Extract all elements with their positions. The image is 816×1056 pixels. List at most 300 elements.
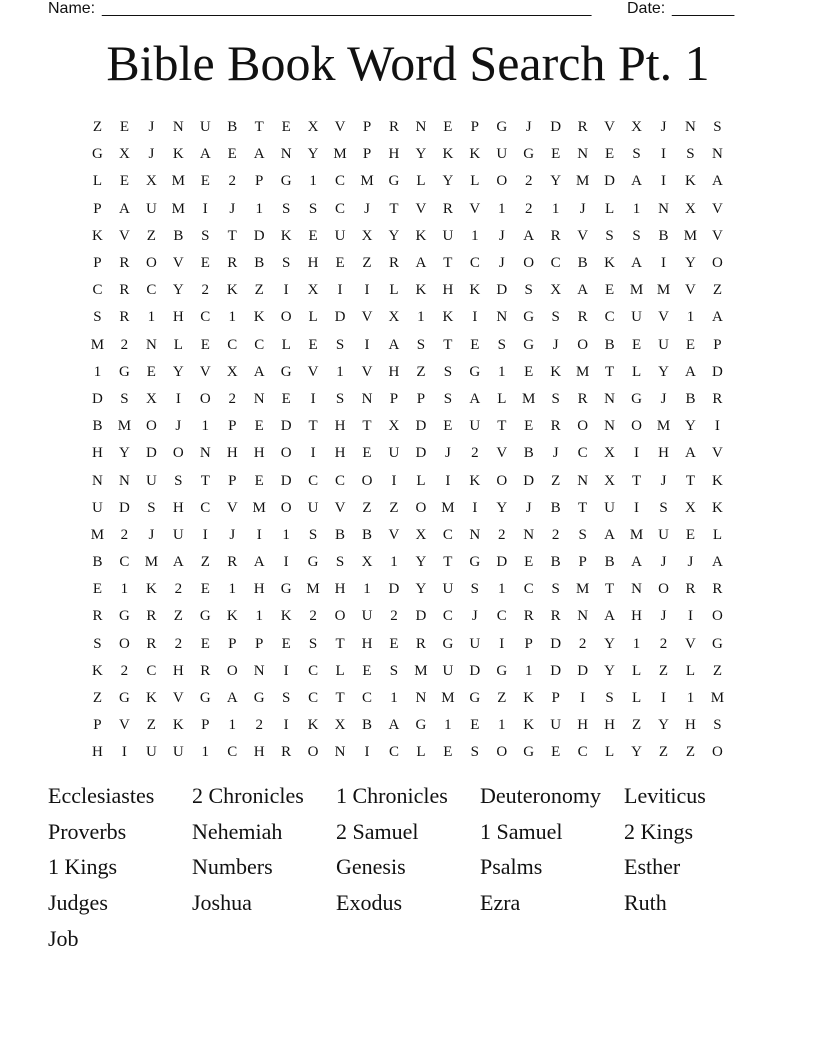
grid-letter[interactable]: D [92,390,103,407]
grid-letter[interactable]: I [202,200,208,217]
grid-letter[interactable]: S [686,146,695,163]
grid-letter[interactable]: J [229,526,236,543]
grid-letter[interactable]: I [580,690,586,707]
grid-letter[interactable]: C [335,173,346,190]
grid-letter[interactable]: U [469,418,481,435]
grid-letter[interactable]: H [388,146,400,163]
grid-letter[interactable]: 1 [201,744,210,761]
grid-letter[interactable]: A [711,554,723,571]
grid-letter[interactable]: M [171,173,185,190]
grid-letter[interactable]: P [201,717,210,734]
grid-letter[interactable]: B [92,554,103,571]
grid-letter[interactable]: E [200,635,210,652]
grid-letter[interactable]: R [227,554,238,571]
grid-letter[interactable]: Y [658,717,669,734]
grid-letter[interactable]: G [523,336,535,353]
grid-letter[interactable]: C [604,309,615,326]
grid-letter[interactable]: B [604,554,615,571]
grid-letter[interactable]: Y [685,418,696,435]
grid-letter[interactable]: Z [658,662,669,679]
grid-letter[interactable]: L [308,309,318,326]
grid-letter[interactable]: V [334,499,346,516]
grid-letter[interactable]: C [550,255,561,272]
grid-letter[interactable]: H [631,608,642,625]
grid-letter[interactable]: P [578,554,587,571]
grid-letter[interactable]: O [361,472,373,489]
grid-letter[interactable]: I [364,282,370,299]
grid-letter[interactable]: U [92,499,103,516]
grid-letter[interactable]: A [253,554,265,571]
grid-letter[interactable]: S [470,581,479,598]
grid-letter[interactable]: P [255,635,264,652]
grid-letter[interactable]: X [145,390,157,407]
grid-letter[interactable]: M [144,554,159,571]
grid-letter[interactable]: T [443,255,453,272]
grid-letter[interactable]: N [119,472,130,489]
grid-letter[interactable]: Y [631,744,642,761]
grid-letter[interactable]: A [631,255,642,272]
grid-letter[interactable]: B [550,499,561,516]
grid-letter[interactable]: G [280,363,292,380]
grid-letter[interactable]: G [199,690,211,707]
grid-letter[interactable]: M [522,390,536,407]
grid-letter[interactable]: R [388,119,399,136]
grid-letter[interactable]: S [308,200,318,217]
grid-letter[interactable]: K [469,472,481,489]
grid-letter[interactable]: U [442,581,454,598]
grid-letter[interactable]: Z [200,554,210,571]
grid-letter[interactable]: G [92,146,103,163]
grid-letter[interactable]: E [470,717,480,734]
grid-letter[interactable]: J [525,119,532,136]
grid-letter[interactable]: J [552,445,559,462]
grid-letter[interactable]: G [523,146,535,163]
grid-letter[interactable]: S [93,309,102,326]
grid-letter[interactable]: 2 [201,282,210,299]
grid-letter[interactable]: T [362,418,372,435]
grid-letter[interactable]: 2 [524,200,533,217]
grid-letter[interactable]: 1 [498,200,506,217]
grid-letter[interactable]: 1 [309,173,317,190]
grid-letter[interactable]: E [551,744,561,761]
grid-letter[interactable]: S [632,146,641,163]
grid-letter[interactable]: U [658,336,669,353]
grid-letter[interactable]: N [658,200,669,217]
grid-letter[interactable]: M [306,581,320,598]
grid-letter[interactable]: K [172,717,184,734]
name-blank-line[interactable]: _______________________________________________________ [102,0,592,17]
grid-letter[interactable]: S [605,227,614,244]
grid-letter[interactable]: S [335,336,345,353]
grid-letter[interactable]: R [146,608,157,625]
grid-letter[interactable]: 2 [120,662,129,679]
grid-letter[interactable]: N [172,119,184,136]
grid-letter[interactable]: E [200,581,210,598]
grid-letter[interactable]: E [92,581,103,598]
grid-letter[interactable]: 1 [363,581,371,598]
grid-letter[interactable]: H [577,717,589,734]
grid-letter[interactable]: E [524,363,534,380]
grid-letter[interactable]: K [226,282,238,299]
grid-letter[interactable]: E [281,390,291,407]
grid-letter[interactable]: S [281,690,291,707]
grid-letter[interactable]: T [443,336,453,353]
grid-letter[interactable]: S [605,690,614,707]
grid-letter[interactable]: Z [146,227,156,244]
grid-letter[interactable]: E [200,336,210,353]
grid-letter[interactable]: Z [146,717,156,734]
grid-letter[interactable]: N [604,418,615,435]
grid-letter[interactable]: D [496,282,508,299]
grid-letter[interactable]: L [605,744,615,761]
grid-letter[interactable]: O [496,744,508,761]
grid-letter[interactable]: 1 [471,227,479,244]
grid-letter[interactable]: A [388,717,400,734]
grid-letter[interactable]: S [335,554,345,571]
grid-letter[interactable]: H [253,445,265,462]
grid-letter[interactable]: M [441,499,455,516]
grid-letter[interactable]: H [172,662,184,679]
grid-letter[interactable]: K [711,499,723,516]
grid-letter[interactable]: E [631,336,642,353]
grid-letter[interactable]: K [550,363,562,380]
grid-letter[interactable]: G [307,554,319,571]
grid-letter[interactable]: C [227,336,238,353]
grid-letter[interactable]: 1 [417,309,425,326]
grid-letter[interactable]: 1 [390,690,398,707]
grid-letter[interactable]: M [90,336,105,353]
grid-letter[interactable]: J [364,200,370,217]
grid-letter[interactable]: N [631,581,642,598]
grid-letter[interactable]: I [472,309,478,326]
grid-letter[interactable]: C [146,662,157,679]
grid-letter[interactable]: 1 [255,608,263,625]
grid-letter[interactable]: 1 [255,200,263,217]
grid-letter[interactable]: 2 [120,526,129,543]
grid-letter[interactable]: G [523,744,535,761]
grid-letter[interactable]: A [577,282,589,299]
grid-letter[interactable]: C [362,690,373,707]
grid-letter[interactable]: L [605,200,615,217]
grid-letter[interactable]: C [335,472,346,489]
grid-letter[interactable]: S [551,390,560,407]
grid-letter[interactable]: 2 [578,635,587,652]
grid-letter[interactable]: L [712,526,722,543]
grid-letter[interactable]: S [470,744,479,761]
grid-letter[interactable]: S [389,662,399,679]
grid-letter[interactable]: 1 [147,309,156,326]
grid-letter[interactable]: L [389,282,399,299]
grid-letter[interactable]: I [472,499,478,516]
grid-letter[interactable]: O [523,255,535,272]
grid-letter[interactable]: N [604,390,615,407]
grid-letter[interactable]: G [469,690,481,707]
grid-letter[interactable]: I [445,472,451,489]
grid-letter[interactable]: A [388,336,400,353]
grid-letter[interactable]: R [388,255,399,272]
grid-letter[interactable]: S [416,336,426,353]
grid-letter[interactable]: S [335,390,345,407]
grid-letter[interactable]: I [283,662,289,679]
grid-letter[interactable]: C [335,200,346,217]
grid-letter[interactable]: I [202,526,208,543]
grid-letter[interactable]: I [283,717,289,734]
grid-letter[interactable]: C [442,608,453,625]
grid-letter[interactable]: S [174,472,183,489]
grid-letter[interactable]: I [121,744,127,761]
grid-letter[interactable]: R [281,744,292,761]
grid-letter[interactable]: J [148,146,155,163]
grid-letter[interactable]: M [360,173,374,190]
grid-letter[interactable]: B [173,227,184,244]
grid-letter[interactable]: E [605,146,615,163]
grid-letter[interactable]: R [200,662,211,679]
grid-letter[interactable]: E [308,336,318,353]
grid-letter[interactable]: O [280,309,292,326]
grid-letter[interactable]: S [713,119,722,136]
grid-letter[interactable]: D [496,554,508,571]
grid-letter[interactable]: N [199,445,211,462]
grid-letter[interactable]: I [660,255,666,272]
grid-letter[interactable]: V [658,309,669,326]
grid-letter[interactable]: O [226,662,238,679]
grid-letter[interactable]: T [335,635,345,652]
grid-letter[interactable]: 2 [228,173,236,190]
grid-letter[interactable]: U [469,635,481,652]
grid-letter[interactable]: T [227,227,237,244]
grid-letter[interactable]: T [200,472,210,489]
grid-letter[interactable]: P [524,635,533,652]
grid-letter[interactable]: Y [685,255,696,272]
grid-letter[interactable]: I [634,499,640,516]
grid-letter[interactable]: K [226,608,238,625]
grid-letter[interactable]: A [604,526,615,543]
grid-letter[interactable]: H [388,363,400,380]
grid-letter[interactable]: N [577,146,589,163]
grid-letter[interactable]: Z [631,717,642,734]
grid-letter[interactable]: S [713,717,722,734]
grid-letter[interactable]: 1 [686,690,695,707]
grid-letter[interactable]: T [685,472,696,489]
grid-letter[interactable]: O [496,173,508,190]
grid-letter[interactable]: I [283,554,289,571]
grid-letter[interactable]: O [711,255,723,272]
grid-letter[interactable]: T [443,554,453,571]
grid-letter[interactable]: E [685,336,696,353]
grid-letter[interactable]: A [711,173,723,190]
grid-letter[interactable]: O [577,336,589,353]
grid-letter[interactable]: U [658,526,669,543]
grid-letter[interactable]: 1 [524,662,533,679]
grid-letter[interactable]: E [254,472,264,489]
grid-letter[interactable]: 1 [632,635,641,652]
grid-letter[interactable]: 1 [390,554,398,571]
grid-letter[interactable]: R [550,608,561,625]
grid-letter[interactable]: A [253,363,265,380]
grid-letter[interactable]: D [711,363,723,380]
grid-letter[interactable]: K [442,146,454,163]
grid-letter[interactable]: E [389,635,399,652]
grid-letter[interactable]: N [92,472,103,489]
grid-letter[interactable]: A [685,445,696,462]
grid-letter[interactable]: V [119,227,130,244]
grid-letter[interactable]: E [308,227,318,244]
grid-letter[interactable]: H [442,282,454,299]
grid-letter[interactable]: X [604,472,615,489]
grid-letter[interactable]: O [711,744,723,761]
grid-letter[interactable]: D [280,472,292,489]
grid-letter[interactable]: S [551,581,560,598]
grid-letter[interactable]: S [147,499,156,516]
grid-letter[interactable]: U [442,227,454,244]
grid-letter[interactable]: K [280,227,292,244]
grid-letter[interactable]: X [361,554,373,571]
grid-letter[interactable]: G [469,363,481,380]
grid-letter[interactable]: K [145,581,157,598]
grid-letter[interactable]: J [229,200,236,217]
grid-letter[interactable]: K [145,690,157,707]
grid-letter[interactable]: 1 [498,581,506,598]
grid-letter[interactable]: G [631,390,642,407]
grid-letter[interactable]: C [308,662,319,679]
grid-letter[interactable]: N [361,390,373,407]
grid-letter[interactable]: H [253,744,265,761]
grid-letter[interactable]: H [92,744,103,761]
grid-letter[interactable]: O [307,744,319,761]
grid-letter[interactable]: L [416,173,426,190]
grid-letter[interactable]: X [631,119,642,136]
grid-letter[interactable]: H [361,635,373,652]
grid-letter[interactable]: J [498,255,505,272]
grid-letter[interactable]: L [416,472,426,489]
grid-letter[interactable]: S [93,635,102,652]
grid-letter[interactable]: S [308,526,318,543]
grid-letter[interactable]: P [551,690,560,707]
grid-letter[interactable]: L [470,173,480,190]
grid-letter[interactable]: X [685,200,696,217]
grid-letter[interactable]: N [711,146,723,163]
grid-letter[interactable]: E [281,635,291,652]
grid-letter[interactable]: N [577,472,589,489]
grid-letter[interactable]: U [388,445,400,462]
grid-letter[interactable]: V [711,227,723,244]
grid-letter[interactable]: V [172,255,184,272]
grid-letter[interactable]: Y [604,635,615,652]
grid-letter[interactable]: T [631,472,642,489]
grid-letter[interactable]: S [524,282,533,299]
grid-letter[interactable]: I [660,173,666,190]
grid-letter[interactable]: J [660,472,667,489]
grid-letter[interactable]: G [280,173,292,190]
grid-letter[interactable]: I [256,526,262,543]
grid-letter[interactable]: Y [604,662,615,679]
grid-letter[interactable]: C [200,309,211,326]
grid-letter[interactable]: E [119,173,130,190]
grid-letter[interactable]: J [148,526,155,543]
grid-letter[interactable]: C [92,282,103,299]
grid-letter[interactable]: 1 [498,363,506,380]
grid-letter[interactable]: Z [712,662,722,679]
grid-letter[interactable]: E [146,363,156,380]
grid-letter[interactable]: N [334,744,346,761]
grid-letter[interactable]: M [683,227,698,244]
grid-letter[interactable]: D [415,445,427,462]
grid-letter[interactable]: E [200,255,210,272]
grid-letter[interactable]: 1 [93,363,102,380]
grid-letter[interactable]: O [145,255,157,272]
grid-letter[interactable]: B [362,526,373,543]
grid-letter[interactable]: 1 [686,309,695,326]
grid-letter[interactable]: K [92,662,103,679]
grid-letter[interactable]: E [524,554,534,571]
grid-letter[interactable]: M [117,418,132,435]
grid-letter[interactable]: X [307,119,319,136]
grid-letter[interactable]: E [227,146,237,163]
grid-letter[interactable]: M [575,581,590,598]
grid-letter[interactable]: 2 [309,608,317,625]
grid-letter[interactable]: Y [442,173,454,190]
grid-letter[interactable]: K [469,146,481,163]
grid-letter[interactable]: I [364,336,370,353]
grid-letter[interactable]: Z [92,119,103,136]
grid-letter[interactable]: L [631,363,642,380]
grid-letter[interactable]: X [388,309,400,326]
grid-letter[interactable]: G [199,608,211,625]
grid-letter[interactable]: 2 [390,608,398,625]
grid-letter[interactable]: P [228,635,237,652]
grid-letter[interactable]: K [604,255,615,272]
grid-letter[interactable]: K [442,309,454,326]
grid-letter[interactable]: N [415,690,427,707]
grid-letter[interactable]: M [629,526,644,543]
grid-letter[interactable]: D [550,662,562,679]
grid-letter[interactable]: V [361,363,373,380]
grid-letter[interactable]: R [92,608,103,625]
grid-letter[interactable]: R [577,309,588,326]
grid-letter[interactable]: L [281,336,291,353]
grid-letter[interactable]: Z [685,744,696,761]
grid-letter[interactable]: H [658,445,669,462]
grid-letter[interactable]: P [93,255,102,272]
grid-letter[interactable]: Z [712,282,722,299]
grid-letter[interactable]: J [660,608,667,625]
grid-letter[interactable]: R [146,635,157,652]
grid-letter[interactable]: O [711,608,723,625]
grid-letter[interactable]: O [631,418,642,435]
grid-letter[interactable]: V [496,445,508,462]
grid-letter[interactable]: 1 [444,717,452,734]
grid-letter[interactable]: D [334,309,346,326]
grid-letter[interactable]: 1 [228,309,236,326]
grid-letter[interactable]: B [577,255,588,272]
grid-letter[interactable]: 2 [255,717,263,734]
grid-letter[interactable]: J [444,445,451,462]
grid-letter[interactable]: Z [416,363,426,380]
grid-letter[interactable]: N [253,390,265,407]
grid-letter[interactable]: Z [173,608,183,625]
grid-letter[interactable]: O [415,499,427,516]
grid-letter[interactable]: T [389,200,399,217]
grid-letter[interactable]: K [280,608,292,625]
grid-letter[interactable]: H [172,499,184,516]
grid-letter[interactable]: V [226,499,238,516]
grid-letter[interactable]: B [362,717,373,734]
grid-letter[interactable]: L [92,173,103,190]
grid-letter[interactable]: Y [307,146,319,163]
grid-letter[interactable]: N [496,309,508,326]
grid-letter[interactable]: G [280,581,292,598]
grid-letter[interactable]: E [362,445,372,462]
